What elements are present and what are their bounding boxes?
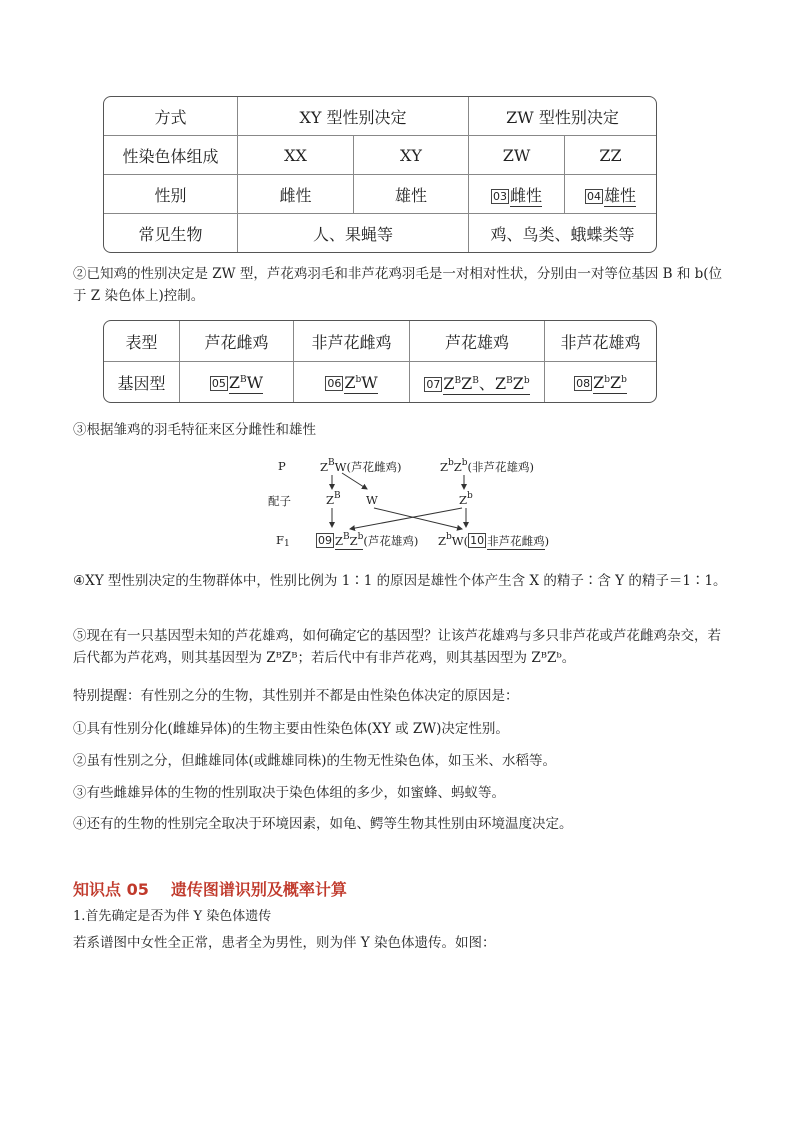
parent-female: $Z^BW$(芦花雌鸡)	[320, 458, 402, 474]
genotype-answer: $Z^BW$	[228, 372, 264, 392]
table-row	[104, 136, 656, 175]
table-cell	[410, 362, 545, 402]
section-number: 知识点 05	[73, 880, 149, 899]
table-cell	[469, 175, 565, 214]
table-cell: 性染色体组成	[104, 136, 238, 175]
tip-item: ③有些雌雄异体的生物的性别取决于染色体组的多少，如蜜蜂、蚂蚁等。	[73, 785, 505, 801]
offspring-female-note: 非芦花雌鸡	[487, 534, 545, 548]
table-cell: 非芦花雄鸡	[545, 321, 656, 362]
parent-male: $Z^bZ^b$(非芦花雄鸡)	[440, 458, 535, 474]
blank-number: 09	[318, 534, 332, 547]
parent-female-note: (芦花雌鸡)	[346, 460, 402, 474]
offspring-male-note: (芦花雄鸡)	[363, 534, 419, 548]
table-cell: XY	[354, 136, 469, 175]
table-row	[104, 175, 656, 214]
blank-number: 04	[586, 189, 601, 203]
tip-item: ②虽有性别之分，但雌雄同体(或雌雄同株)的生物无性染色体，如玉米、水稻等。	[73, 753, 557, 769]
table-cell: ZW	[469, 136, 565, 175]
table-cell: 表型	[104, 321, 180, 362]
step-text: 若系谱图中女性全正常，患者全为男性，则为伴 Y 染色体遗传。如图：	[73, 935, 496, 951]
blank-number: 10	[470, 534, 485, 547]
table-row	[104, 214, 656, 252]
parent-male-note: (非芦花雄鸡)	[467, 460, 535, 474]
table-cell	[294, 362, 410, 402]
table-cell: XY 型性别决定	[238, 97, 469, 136]
table-row	[104, 362, 656, 402]
genotype-answer: $Z^bW$	[344, 372, 378, 392]
table-cell: 方式	[104, 97, 238, 136]
genotype-answer: $Z^bZ^b$	[593, 372, 627, 392]
table-cell: XX	[238, 136, 354, 175]
gamete: $Z^b$	[459, 491, 473, 507]
blank-number: 03	[492, 189, 507, 203]
blank-number: 05	[211, 376, 226, 390]
table-cell: ZW 型性别决定	[469, 97, 656, 136]
section-title: 遗传图谱识别及概率计算	[170, 880, 347, 899]
generation-f1-label: $F_1$	[276, 533, 290, 549]
table-cell: ZZ	[565, 136, 656, 175]
table-cell: 雌性	[238, 175, 354, 214]
table-cell: 基因型	[104, 362, 180, 402]
tip-title: 特别提醒：有性别之分的生物，其性别并不都是由性染色体决定的原因是：	[73, 688, 519, 704]
genotype-table	[103, 320, 657, 403]
table-cell: 非芦花雌鸡	[294, 321, 410, 362]
blank-number: 08	[576, 376, 591, 390]
paragraph-determine: ⑤现在有一只基因型未知的芦花雄鸡，如何确定它的基因型？让该芦花雄鸡与多只非芦花或芦花雌鸡杂交，若后代都为芦花鸡，则其基因型为 ZᴮZᴮ；若后代中有非芦花鸡，则其基因型为 ZᴮZᵇ。	[73, 628, 721, 666]
table-row	[104, 321, 656, 362]
cross-diagram	[262, 453, 562, 553]
gamete: $Z^B$	[326, 491, 341, 507]
blank-number: 07	[426, 377, 441, 391]
blank-number: 06	[327, 376, 342, 390]
paragraph-ratio: ④XY 型性别决定的生物群体中，性别比例为 1∶1 的原因是雄性个体产生含 X 的精子∶含 Y 的精子＝1∶1。	[73, 573, 727, 589]
offspring-male: 09 $Z^BZ^b$(芦花雄鸡)	[318, 532, 419, 548]
blank-answer: 雄性	[603, 185, 636, 205]
paragraph-chicken: ②已知鸡的性别决定是 ZW 型，芦花鸡羽毛和非芦花鸡羽毛是一对相对性状，分别由一对等位基因 B 和 b(位于 Z 染色体上)控制。	[73, 266, 723, 304]
section-heading	[73, 877, 347, 900]
table-cell: 雄性	[354, 175, 469, 214]
table-cell: 芦花雄鸡	[410, 321, 545, 362]
offspring-female: $Z^bW$( 10 非芦花雌鸡)	[438, 532, 550, 548]
generation-p-label: P	[278, 459, 286, 473]
separator: 、	[478, 373, 495, 393]
f1-label-text: F	[276, 533, 284, 547]
paragraph-distinguish: ③根据雏鸡的羽毛特征来区分雌性和雄性	[73, 422, 316, 438]
blank-answer: 雌性	[509, 185, 542, 205]
genotype-answer: $Z^BZ^B$、$Z^BZ^b$	[443, 373, 530, 393]
tip-item: ①具有性别分化(雌雄异体)的生物主要由性染色体(XY 或 ZW)决定性别。	[73, 721, 509, 737]
sex-determination-table	[103, 96, 657, 253]
table-cell	[180, 362, 294, 402]
step-heading: 1.首先确定是否为伴 Y 染色体遗传	[73, 909, 272, 924]
table-cell: 常见生物	[104, 214, 238, 252]
gamete: W	[366, 493, 378, 507]
table-cell: 芦花雌鸡	[180, 321, 294, 362]
table-cell: 性别	[104, 175, 238, 214]
table-cell: 人、果蝇等	[238, 214, 469, 252]
table-row	[104, 97, 656, 136]
table-cell	[565, 175, 656, 214]
table-cell	[545, 362, 656, 402]
gamete-label: 配子	[268, 494, 291, 508]
table-cell: 鸡、鸟类、蛾蝶类等	[490, 224, 635, 244]
tip-item: ④还有的生物的性别完全取决于环境因素，如龟、鳄等生物其性别由环境温度决定。	[73, 816, 573, 832]
